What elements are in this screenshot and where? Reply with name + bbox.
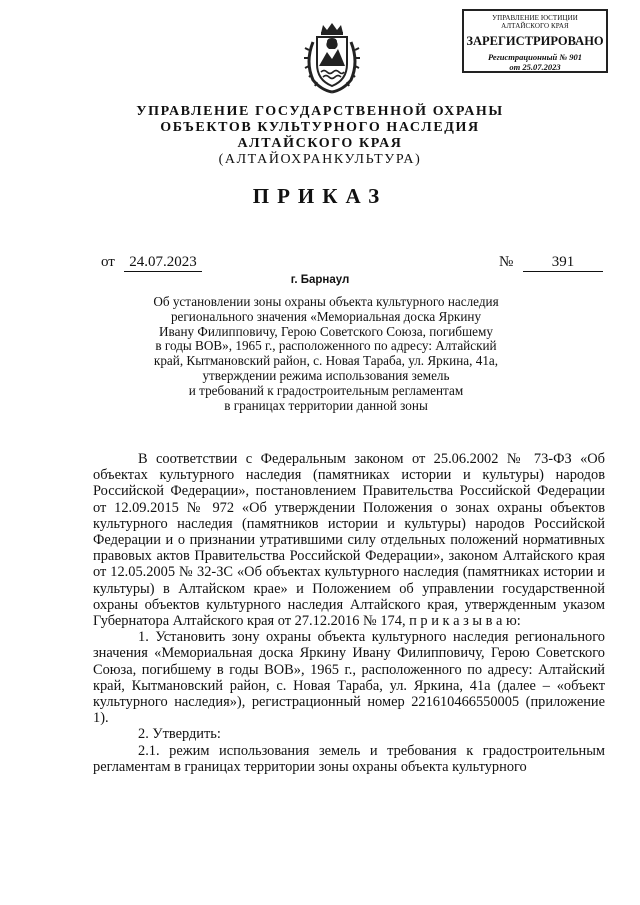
- body-paragraph-preamble: В соответствии с Федеральным законом от 25.06.2002 № 73-ФЗ «Об объектах культурного наследия (памятниках истории и культуры) народов Российской Федерации», постановлением Правительства Российской Федерации от 12.09.2015 № 972 «Об утверждении Положения о зонах охраны объектов культурного наследия (памятников истории и культуры) народов Российской Федерации и о признании утратившими силу отдельных положений нормативных правовых актов Правительства Российской Федерации», законом Алтайского края от 12.05.2005 № 32-ЗС «Об объектах культурного наследия (памятниках истории и культуры) в Алтайском крае» и Положением об управлении государственной охраны объектов культурного наследия Алтайского края, утвержденным указом Губернатора Алтайского края от 27.12.2016 № 174, п р и к а з ы в а ю:: [93, 451, 605, 630]
- subject-line: край, Кытмановский район, с. Новая Тараба, ул. Яркина, 41а,: [153, 353, 499, 369]
- altai-coat-of-arms-icon: [303, 22, 361, 94]
- stamp-reg-date: от 25.07.2023: [509, 62, 561, 72]
- number-label: №: [499, 254, 514, 270]
- subject-line: Ивану Филипповичу, Герою Советского Союза, погибшему: [159, 323, 493, 339]
- subject-line: Об установлении зоны охраны объекта культурного наследия: [153, 294, 499, 309]
- stamp-authority-line1: УПРАВЛЕНИЕ ЮСТИЦИИ: [492, 14, 578, 22]
- city-name: г. Барнаул: [290, 274, 350, 286]
- org-line-2: ОБЪЕКТОВ КУЛЬТУРНОГО НАСЛЕДИЯ: [160, 120, 480, 135]
- document-body: [93, 451, 605, 775]
- subject-line: и требований к градостроительным регламентам: [188, 382, 464, 398]
- document-number: 391: [523, 254, 603, 272]
- body-paragraph-item-2: 2. Утвердить:: [138, 726, 221, 743]
- subject-line: в годы ВОВ», 1965 г., расположенного по адресу: Алтайский: [155, 338, 497, 354]
- subject-line: в границах территории данной зоны: [224, 397, 428, 413]
- registration-stamp: [462, 9, 608, 73]
- body-paragraph-item-1: 1. Установить зону охраны объекта культурного наследия регионального значения «Мемориальная доска Яркину Ивану Филипповичу, Герою Советского Союза, погибшему в годы ВОВ», 1965 г., расположенного по адресу: Алтайский край, Кытмановский район, с. Новая Тараба, ул. Яркина, 41а (далее – «объект культурного наследия»), регистрационный номер 221610466550005 (приложение 1).: [93, 629, 605, 727]
- stamp-status: ЗАРЕГИСТРИРОВАНО: [466, 34, 604, 48]
- org-line-1: УПРАВЛЕНИЕ ГОСУДАРСТВЕННОЙ ОХРАНЫ: [136, 104, 504, 119]
- document-type-title: ПРИКАЗ: [252, 184, 388, 208]
- stamp-reg-number: Регистрационный № 901: [488, 52, 582, 62]
- org-line-3: АЛТАЙСКОГО КРАЯ: [237, 136, 403, 151]
- organization-header: [0, 104, 640, 168]
- subject-line: регионального значения «Мемориальная доска Яркину: [170, 308, 482, 324]
- date-label: от: [101, 254, 115, 270]
- subject-line: утверждении режима использования земель: [202, 367, 450, 383]
- body-paragraph-item-2-1: 2.1. режим использования земель и требования к градостроительным регламентам в границах территории зоны охраны объекта культурного: [93, 742, 605, 775]
- org-line-4: (АЛТАЙОХРАНКУЛЬТУРА): [218, 152, 422, 167]
- stamp-authority-line2: АЛТАЙСКОГО КРАЯ: [501, 22, 569, 30]
- document-date: 24.07.2023: [124, 254, 202, 272]
- document-subject: [126, 295, 526, 413]
